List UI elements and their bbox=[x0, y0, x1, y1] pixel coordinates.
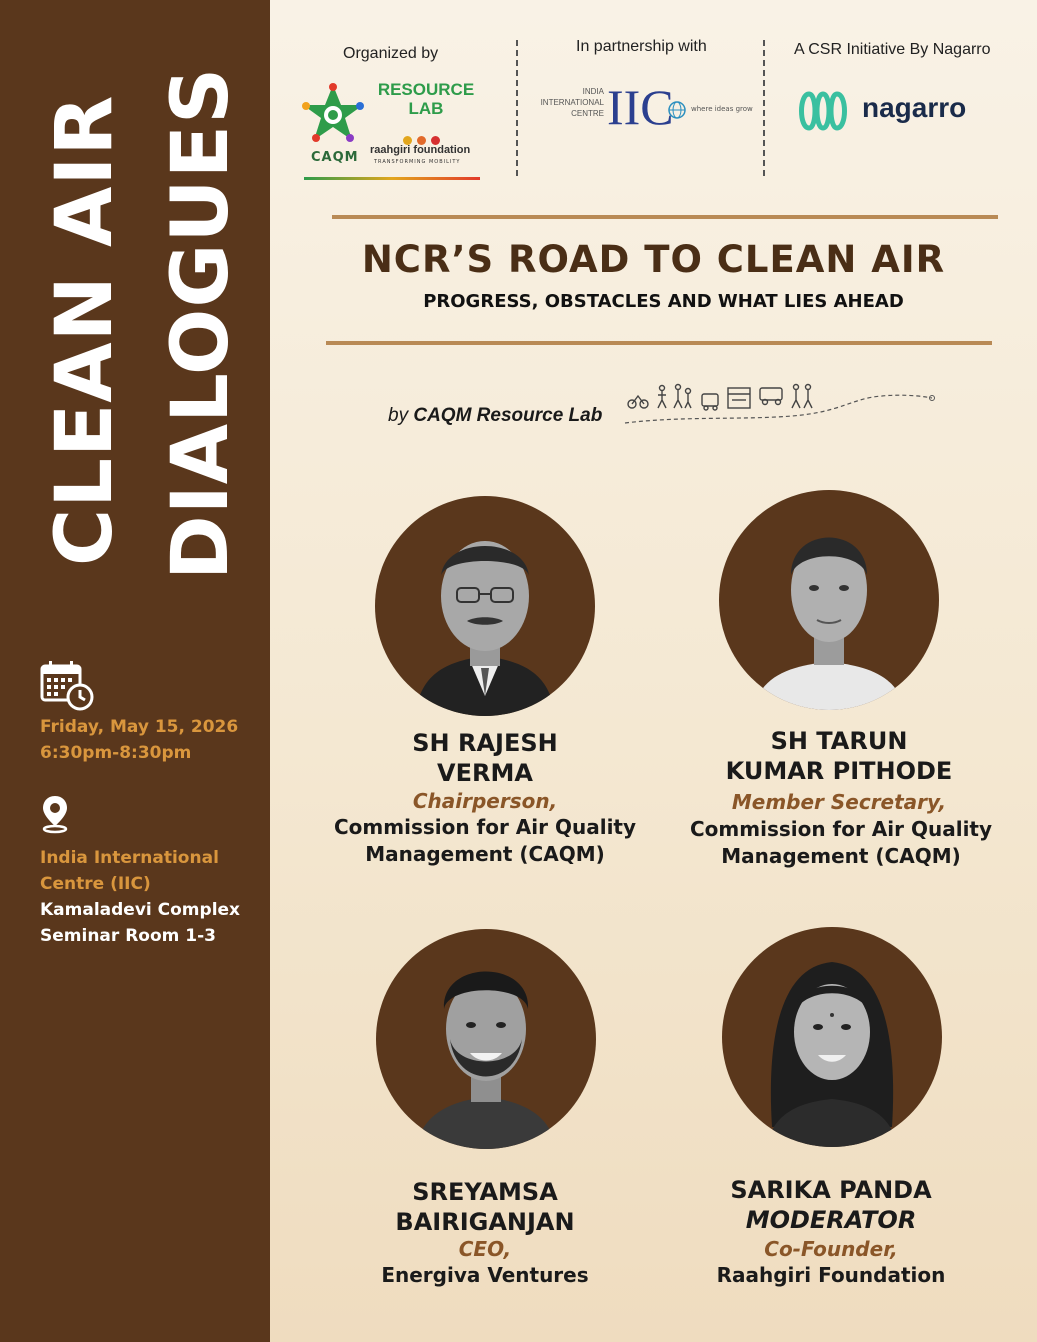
venue-line-3: Kamaladevi Complex bbox=[40, 900, 241, 920]
speaker-2-org bbox=[674, 816, 1008, 870]
event-date: Friday, May 15, 2026 bbox=[40, 717, 239, 737]
organized-by-label: Organized by bbox=[343, 45, 439, 62]
byline-prefix: by bbox=[388, 405, 409, 426]
byline bbox=[388, 405, 602, 427]
iic-logo: IIC bbox=[607, 79, 674, 135]
speaker-4-org: Raahgiri Foundation bbox=[716, 1263, 946, 1287]
speaker-1-org-line1: Commission for Air Quality bbox=[333, 815, 637, 839]
event-subtitle: PROGRESS, OBSTACLES AND WHAT LIES AHEAD bbox=[423, 291, 904, 312]
speaker-1-role: Chairperson, bbox=[412, 789, 558, 813]
event-title: NCR’S ROAD TO CLEAN AIR bbox=[361, 238, 946, 281]
iic-small-text bbox=[536, 86, 604, 119]
logo-underline bbox=[304, 177, 480, 180]
speaker-4-role: Co-Founder, bbox=[764, 1237, 898, 1261]
iic-tagline: where ideas grow bbox=[691, 105, 753, 113]
raahgiri-dots bbox=[403, 130, 463, 142]
raahgiri-label: raahgiri foundation bbox=[370, 144, 471, 156]
speaker-1-name bbox=[330, 728, 640, 788]
iic-small-line1: INDIA bbox=[582, 87, 604, 96]
speaker-2-org-line1: Commission for Air Quality bbox=[689, 817, 993, 841]
speaker-2-name bbox=[684, 726, 994, 786]
title-rule-top bbox=[332, 215, 998, 219]
resource-lab-line1: RESOURCE bbox=[377, 80, 475, 99]
resource-lab-line2: LAB bbox=[408, 99, 444, 118]
raahgiri-tagline: TRANSFORMING MOBILITY bbox=[374, 159, 461, 165]
header-separator-2 bbox=[763, 40, 765, 176]
resource-lab-logo bbox=[298, 80, 482, 180]
speaker-1-name-line2: VERMA bbox=[437, 759, 533, 787]
csr-label: A CSR Initiative By Nagarro bbox=[794, 41, 991, 58]
speaker-photo-3 bbox=[376, 929, 596, 1149]
nagarro-logo-icon bbox=[795, 88, 851, 138]
speaker-1-name-line1: SH RAJESH bbox=[412, 729, 558, 757]
speaker-3-name-line1: SREYAMSA bbox=[412, 1178, 558, 1206]
speaker-3-role: CEO, bbox=[458, 1237, 512, 1261]
speaker-4-name-line1: SARIKA PANDA bbox=[730, 1176, 932, 1204]
calendar-clock-icon bbox=[40, 660, 96, 716]
speaker-4-moderator-label: MODERATOR bbox=[745, 1206, 917, 1234]
mobility-path-illustration bbox=[622, 378, 942, 434]
venue-line-2: Centre (IIC) bbox=[40, 874, 151, 894]
partnership-label: In partnership with bbox=[576, 38, 707, 55]
speaker-2-name-line2: KUMAR PITHODE bbox=[725, 757, 953, 785]
speaker-3-name-line2: BAIRIGANJAN bbox=[395, 1208, 575, 1236]
title-rule-bottom bbox=[326, 341, 992, 345]
iic-small-line2: INTERNATIONAL bbox=[540, 98, 604, 107]
speaker-photo-2 bbox=[719, 490, 939, 710]
speaker-1-org-line2: Management (CAQM) bbox=[365, 842, 605, 866]
speaker-2-name-line1: SH TARUN bbox=[770, 727, 908, 755]
speaker-photo-1 bbox=[375, 496, 595, 716]
iic-small-line3: CENTRE bbox=[571, 109, 604, 118]
speaker-1-org bbox=[320, 814, 650, 868]
header-separator-1 bbox=[516, 40, 518, 176]
globe-icon bbox=[667, 100, 687, 124]
speaker-2-role: Member Secretary, bbox=[731, 790, 947, 814]
event-time: 6:30pm-8:30pm bbox=[40, 743, 192, 763]
vertical-title-clean-air: CLEAN AIR bbox=[40, 94, 130, 566]
vertical-title-dialogues: DIALOGUES bbox=[156, 66, 246, 580]
star-people-icon bbox=[298, 80, 368, 150]
venue-line-1: India International bbox=[40, 848, 219, 868]
nagarro-wordmark: nagarro bbox=[862, 92, 967, 123]
location-pin-icon bbox=[40, 794, 70, 838]
caqm-label: CAQM bbox=[311, 150, 359, 165]
venue-line-4: Seminar Room 1-3 bbox=[40, 926, 216, 946]
speaker-4-name bbox=[676, 1175, 986, 1235]
byline-org: CAQM Resource Lab bbox=[413, 405, 603, 426]
speaker-photo-4 bbox=[722, 927, 942, 1147]
speaker-2-org-line2: Management (CAQM) bbox=[721, 844, 961, 868]
speaker-3-org: Energiva Ventures bbox=[381, 1263, 589, 1287]
speaker-3-name bbox=[330, 1177, 640, 1237]
